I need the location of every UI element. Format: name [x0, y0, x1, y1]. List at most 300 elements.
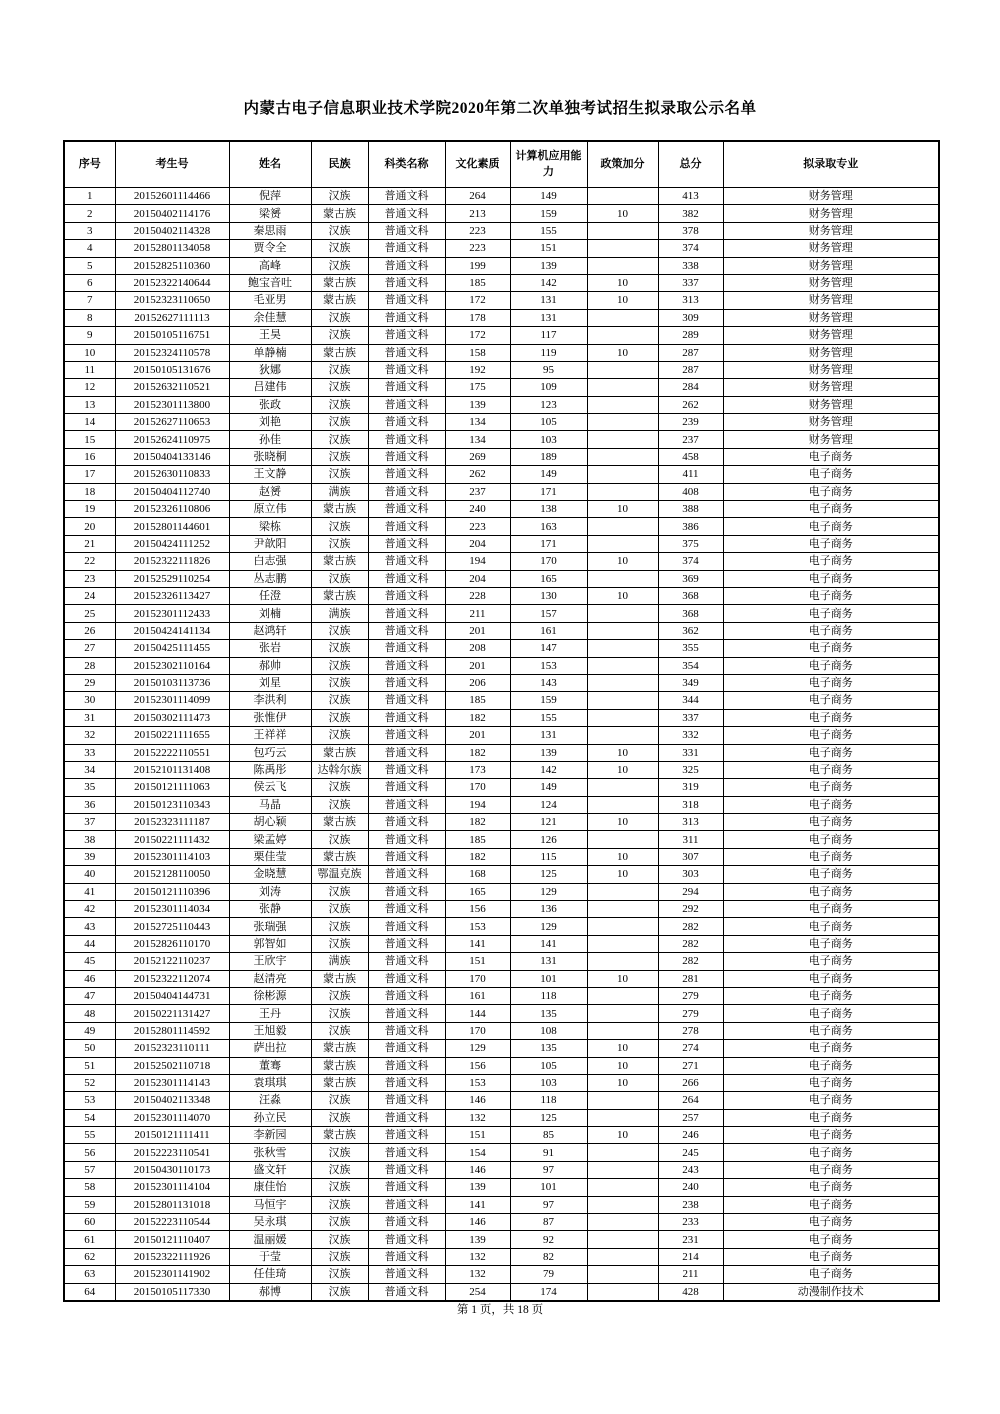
cell-candidate-number: 20152301112433	[115, 605, 229, 622]
cell-candidate-number: 20150302111473	[115, 709, 229, 726]
cell-serial: 23	[64, 570, 115, 587]
cell-category: 普通文科	[368, 831, 445, 848]
cell-major: 电子商务	[723, 570, 939, 587]
table-row	[64, 1144, 939, 1161]
cell-candidate-number: 20152323111187	[115, 814, 229, 831]
cell-major: 电子商务	[723, 483, 939, 500]
cell-candidate-number: 20152627111113	[115, 309, 229, 326]
cell-ethnicity: 汉族	[311, 518, 368, 535]
cell-culture-score: 264	[445, 188, 510, 205]
cell-total-score: 311	[658, 831, 723, 848]
cell-culture-score: 158	[445, 344, 510, 361]
table-row	[64, 483, 939, 500]
cell-name: 李新园	[229, 1127, 311, 1144]
cell-major: 电子商务	[723, 448, 939, 465]
cell-ethnicity: 汉族	[311, 448, 368, 465]
cell-category: 普通文科	[368, 553, 445, 570]
cell-serial: 61	[64, 1231, 115, 1248]
cell-policy-bonus	[587, 727, 658, 744]
cell-candidate-number: 20150404112740	[115, 483, 229, 500]
cell-ethnicity: 汉族	[311, 1005, 368, 1022]
cell-category: 普通文科	[368, 205, 445, 222]
cell-candidate-number: 20152801144601	[115, 518, 229, 535]
cell-name: 侯云飞	[229, 779, 311, 796]
cell-candidate-number: 20150123110343	[115, 796, 229, 813]
cell-total-score: 411	[658, 466, 723, 483]
cell-culture-score: 146	[445, 1092, 510, 1109]
table-row	[64, 1179, 939, 1196]
cell-name: 梁孟婷	[229, 831, 311, 848]
cell-policy-bonus: 10	[587, 848, 658, 865]
cell-candidate-number: 20152301113800	[115, 396, 229, 413]
cell-category: 普通文科	[368, 188, 445, 205]
cell-major: 电子商务	[723, 674, 939, 691]
cell-computer-score: 149	[510, 466, 587, 483]
table-row	[64, 657, 939, 674]
cell-major: 电子商务	[723, 1074, 939, 1091]
cell-ethnicity: 蒙古族	[311, 1074, 368, 1091]
cell-category: 普通文科	[368, 535, 445, 552]
table-row	[64, 953, 939, 970]
cell-candidate-number: 20152322112074	[115, 970, 229, 987]
table-row	[64, 935, 939, 952]
table-row	[64, 779, 939, 796]
cell-total-score: 386	[658, 518, 723, 535]
cell-serial: 5	[64, 257, 115, 274]
cell-candidate-number: 20152301114104	[115, 1179, 229, 1196]
cell-ethnicity: 汉族	[311, 918, 368, 935]
cell-category: 普通文科	[368, 1161, 445, 1178]
cell-candidate-number: 20152826110170	[115, 935, 229, 952]
cell-policy-bonus	[587, 657, 658, 674]
cell-serial: 45	[64, 953, 115, 970]
cell-culture-score: 168	[445, 866, 510, 883]
cell-policy-bonus	[587, 709, 658, 726]
cell-total-score: 368	[658, 587, 723, 604]
table-header	[64, 141, 939, 188]
cell-total-score: 266	[658, 1074, 723, 1091]
cell-name: 单静楠	[229, 344, 311, 361]
cell-computer-score: 118	[510, 987, 587, 1004]
cell-total-score: 354	[658, 657, 723, 674]
cell-serial: 52	[64, 1074, 115, 1091]
cell-serial: 4	[64, 240, 115, 257]
cell-candidate-number: 20152801131018	[115, 1196, 229, 1213]
cell-candidate-number: 20150105117330	[115, 1283, 229, 1301]
cell-serial: 28	[64, 657, 115, 674]
cell-serial: 18	[64, 483, 115, 500]
cell-ethnicity: 汉族	[311, 987, 368, 1004]
table-row	[64, 866, 939, 883]
cell-computer-score: 136	[510, 901, 587, 918]
cell-policy-bonus: 10	[587, 1127, 658, 1144]
cell-policy-bonus	[587, 483, 658, 500]
cell-policy-bonus	[587, 1005, 658, 1022]
cell-policy-bonus	[587, 605, 658, 622]
cell-ethnicity: 汉族	[311, 188, 368, 205]
cell-computer-score: 151	[510, 240, 587, 257]
cell-major: 电子商务	[723, 987, 939, 1004]
table-row	[64, 205, 939, 222]
cell-category: 普通文科	[368, 257, 445, 274]
cell-serial: 49	[64, 1022, 115, 1039]
cell-name: 袁琪琪	[229, 1074, 311, 1091]
cell-candidate-number: 20152302110164	[115, 657, 229, 674]
table-row	[64, 535, 939, 552]
cell-serial: 26	[64, 622, 115, 639]
cell-culture-score: 172	[445, 292, 510, 309]
cell-ethnicity: 汉族	[311, 570, 368, 587]
cell-major: 动漫制作技术	[723, 1283, 939, 1301]
cell-culture-score: 223	[445, 240, 510, 257]
cell-major: 电子商务	[723, 1092, 939, 1109]
cell-name: 王昊	[229, 327, 311, 344]
cell-candidate-number: 20150425111455	[115, 640, 229, 657]
cell-total-score: 388	[658, 501, 723, 518]
cell-serial: 13	[64, 396, 115, 413]
cell-name: 秦思雨	[229, 222, 311, 239]
cell-policy-bonus: 10	[587, 814, 658, 831]
cell-category: 普通文科	[368, 327, 445, 344]
cell-name: 孙佳	[229, 431, 311, 448]
cell-name: 余佳慧	[229, 309, 311, 326]
cell-name: 金晓慧	[229, 866, 311, 883]
cell-major: 电子商务	[723, 1196, 939, 1213]
cell-major: 财务管理	[723, 257, 939, 274]
cell-serial: 21	[64, 535, 115, 552]
cell-major: 电子商务	[723, 1057, 939, 1074]
cell-major: 财务管理	[723, 240, 939, 257]
cell-candidate-number: 20150424141134	[115, 622, 229, 639]
cell-candidate-number: 20152323110650	[115, 292, 229, 309]
cell-computer-score: 105	[510, 1057, 587, 1074]
cell-total-score: 239	[658, 414, 723, 431]
table-row	[64, 640, 939, 657]
cell-category: 普通文科	[368, 414, 445, 431]
cell-total-score: 292	[658, 901, 723, 918]
cell-computer-score: 95	[510, 361, 587, 378]
cell-candidate-number: 20150121111063	[115, 779, 229, 796]
table-row	[64, 744, 939, 761]
cell-culture-score: 201	[445, 657, 510, 674]
cell-total-score: 233	[658, 1214, 723, 1231]
cell-computer-score: 153	[510, 657, 587, 674]
table-row	[64, 1196, 939, 1213]
cell-candidate-number: 20150404144731	[115, 987, 229, 1004]
cell-category: 普通文科	[368, 344, 445, 361]
cell-computer-score: 121	[510, 814, 587, 831]
cell-computer-score: 163	[510, 518, 587, 535]
cell-category: 普通文科	[368, 674, 445, 691]
cell-policy-bonus	[587, 431, 658, 448]
cell-policy-bonus	[587, 1179, 658, 1196]
cell-computer-score: 92	[510, 1231, 587, 1248]
cell-serial: 64	[64, 1283, 115, 1301]
cell-computer-score: 79	[510, 1266, 587, 1283]
cell-total-score: 325	[658, 761, 723, 778]
table-row	[64, 448, 939, 465]
cell-major: 财务管理	[723, 379, 939, 396]
cell-major: 电子商务	[723, 1266, 939, 1283]
cell-culture-score: 175	[445, 379, 510, 396]
cell-total-score: 337	[658, 274, 723, 291]
cell-name: 李洪利	[229, 692, 311, 709]
cell-category: 普通文科	[368, 570, 445, 587]
cell-candidate-number: 20150430110173	[115, 1161, 229, 1178]
cell-policy-bonus	[587, 448, 658, 465]
cell-ethnicity: 汉族	[311, 1022, 368, 1039]
cell-category: 普通文科	[368, 292, 445, 309]
cell-major: 电子商务	[723, 848, 939, 865]
cell-computer-score: 189	[510, 448, 587, 465]
cell-category: 普通文科	[368, 640, 445, 657]
cell-category: 普通文科	[368, 987, 445, 1004]
header-policy-bonus: 政策加分	[587, 141, 658, 188]
cell-policy-bonus	[587, 918, 658, 935]
cell-candidate-number: 20152725110443	[115, 918, 229, 935]
cell-candidate-number: 20152222110551	[115, 744, 229, 761]
cell-category: 普通文科	[368, 361, 445, 378]
cell-total-score: 274	[658, 1040, 723, 1057]
cell-total-score: 428	[658, 1283, 723, 1301]
cell-serial: 6	[64, 274, 115, 291]
cell-serial: 54	[64, 1109, 115, 1126]
cell-name: 盛文轩	[229, 1161, 311, 1178]
cell-policy-bonus	[587, 901, 658, 918]
cell-total-score: 289	[658, 327, 723, 344]
cell-candidate-number: 20152825110360	[115, 257, 229, 274]
cell-policy-bonus	[587, 779, 658, 796]
cell-computer-score: 105	[510, 414, 587, 431]
cell-total-score: 413	[658, 188, 723, 205]
table-row	[64, 222, 939, 239]
cell-computer-score: 155	[510, 222, 587, 239]
cell-culture-score: 228	[445, 587, 510, 604]
cell-culture-score: 237	[445, 483, 510, 500]
cell-serial: 40	[64, 866, 115, 883]
table-row	[64, 240, 939, 257]
cell-major: 电子商务	[723, 1248, 939, 1265]
cell-serial: 22	[64, 553, 115, 570]
cell-serial: 35	[64, 779, 115, 796]
cell-culture-score: 185	[445, 274, 510, 291]
table-row	[64, 918, 939, 935]
header-name: 姓名	[229, 141, 311, 188]
cell-ethnicity: 汉族	[311, 1283, 368, 1301]
table-row	[64, 1283, 939, 1301]
cell-candidate-number: 20152223110544	[115, 1214, 229, 1231]
cell-ethnicity: 汉族	[311, 935, 368, 952]
table-row	[64, 292, 939, 309]
cell-ethnicity: 汉族	[311, 796, 368, 813]
table-row	[64, 848, 939, 865]
cell-category: 普通文科	[368, 1092, 445, 1109]
table-row	[64, 274, 939, 291]
table-row	[64, 414, 939, 431]
header-candidate-number: 考生号	[115, 141, 229, 188]
cell-culture-score: 161	[445, 987, 510, 1004]
cell-computer-score: 142	[510, 274, 587, 291]
cell-ethnicity: 蒙古族	[311, 848, 368, 865]
cell-policy-bonus: 10	[587, 274, 658, 291]
cell-serial: 24	[64, 587, 115, 604]
table-row	[64, 257, 939, 274]
cell-culture-score: 132	[445, 1109, 510, 1126]
cell-total-score: 382	[658, 205, 723, 222]
cell-candidate-number: 20152101131408	[115, 761, 229, 778]
cell-candidate-number: 20152122110237	[115, 953, 229, 970]
table-row	[64, 431, 939, 448]
cell-policy-bonus: 10	[587, 1074, 658, 1091]
cell-culture-score: 204	[445, 570, 510, 587]
cell-total-score: 313	[658, 292, 723, 309]
cell-total-score: 238	[658, 1196, 723, 1213]
cell-total-score: 368	[658, 605, 723, 622]
cell-major: 电子商务	[723, 622, 939, 639]
table-row	[64, 883, 939, 900]
cell-ethnicity: 蒙古族	[311, 205, 368, 222]
cell-culture-score: 182	[445, 709, 510, 726]
cell-ethnicity: 汉族	[311, 414, 368, 431]
header-category: 科类名称	[368, 141, 445, 188]
cell-serial: 1	[64, 188, 115, 205]
cell-name: 白志强	[229, 553, 311, 570]
cell-major: 财务管理	[723, 396, 939, 413]
cell-name: 温丽媛	[229, 1231, 311, 1248]
cell-major: 电子商务	[723, 657, 939, 674]
cell-computer-score: 149	[510, 779, 587, 796]
cell-major: 财务管理	[723, 344, 939, 361]
cell-ethnicity: 汉族	[311, 1248, 368, 1265]
cell-serial: 25	[64, 605, 115, 622]
cell-computer-score: 170	[510, 553, 587, 570]
cell-ethnicity: 汉族	[311, 396, 368, 413]
cell-candidate-number: 20150103113736	[115, 674, 229, 691]
cell-serial: 63	[64, 1266, 115, 1283]
table-row	[64, 553, 939, 570]
cell-category: 普通文科	[368, 883, 445, 900]
cell-major: 财务管理	[723, 205, 939, 222]
cell-computer-score: 142	[510, 761, 587, 778]
cell-policy-bonus	[587, 1248, 658, 1265]
cell-major: 电子商务	[723, 1144, 939, 1161]
table-row	[64, 1231, 939, 1248]
table-header-row	[64, 141, 939, 188]
cell-culture-score: 132	[445, 1266, 510, 1283]
cell-name: 马恒宇	[229, 1196, 311, 1213]
cell-culture-score: 154	[445, 1144, 510, 1161]
header-ethnicity: 民族	[311, 141, 368, 188]
cell-candidate-number: 20152323110111	[115, 1040, 229, 1057]
cell-total-score: 214	[658, 1248, 723, 1265]
cell-serial: 11	[64, 361, 115, 378]
cell-candidate-number: 20152502110718	[115, 1057, 229, 1074]
cell-total-score: 287	[658, 344, 723, 361]
cell-policy-bonus	[587, 222, 658, 239]
cell-serial: 27	[64, 640, 115, 657]
cell-culture-score: 165	[445, 883, 510, 900]
cell-name: 王文静	[229, 466, 311, 483]
cell-category: 普通文科	[368, 1109, 445, 1126]
cell-culture-score: 170	[445, 1022, 510, 1039]
cell-ethnicity: 汉族	[311, 535, 368, 552]
cell-computer-score: 97	[510, 1196, 587, 1213]
cell-culture-score: 153	[445, 1074, 510, 1091]
cell-culture-score: 182	[445, 814, 510, 831]
cell-category: 普通文科	[368, 1179, 445, 1196]
cell-total-score: 374	[658, 553, 723, 570]
cell-name: 吕建伟	[229, 379, 311, 396]
cell-computer-score: 123	[510, 396, 587, 413]
cell-policy-bonus: 10	[587, 970, 658, 987]
cell-candidate-number: 20150221111655	[115, 727, 229, 744]
cell-category: 普通文科	[368, 727, 445, 744]
cell-policy-bonus: 10	[587, 205, 658, 222]
header-total-score: 总分	[658, 141, 723, 188]
cell-computer-score: 118	[510, 1092, 587, 1109]
cell-culture-score: 151	[445, 1127, 510, 1144]
cell-computer-score: 161	[510, 622, 587, 639]
cell-ethnicity: 汉族	[311, 1109, 368, 1126]
cell-major: 电子商务	[723, 501, 939, 518]
cell-culture-score: 194	[445, 796, 510, 813]
table-row	[64, 396, 939, 413]
cell-major: 财务管理	[723, 361, 939, 378]
cell-category: 普通文科	[368, 1231, 445, 1248]
cell-candidate-number: 20152632110521	[115, 379, 229, 396]
cell-total-score: 408	[658, 483, 723, 500]
cell-total-score: 262	[658, 396, 723, 413]
cell-major: 电子商务	[723, 535, 939, 552]
cell-policy-bonus	[587, 414, 658, 431]
cell-category: 普通文科	[368, 953, 445, 970]
cell-name: 康佳怡	[229, 1179, 311, 1196]
cell-candidate-number: 20152801114592	[115, 1022, 229, 1039]
cell-category: 普通文科	[368, 240, 445, 257]
cell-serial: 51	[64, 1057, 115, 1074]
page-number: 第 1 页，共 18 页	[456, 1304, 544, 1316]
cell-serial: 16	[64, 448, 115, 465]
table-row	[64, 901, 939, 918]
cell-ethnicity: 汉族	[311, 431, 368, 448]
cell-candidate-number: 20152301114034	[115, 901, 229, 918]
cell-culture-score: 213	[445, 205, 510, 222]
cell-major: 电子商务	[723, 831, 939, 848]
table-row	[64, 518, 939, 535]
cell-serial: 41	[64, 883, 115, 900]
cell-name: 赵清亮	[229, 970, 311, 987]
table-row	[64, 1022, 939, 1039]
cell-category: 普通文科	[368, 483, 445, 500]
cell-culture-score: 153	[445, 918, 510, 935]
cell-name: 陈禹彤	[229, 761, 311, 778]
cell-computer-score: 87	[510, 1214, 587, 1231]
cell-serial: 39	[64, 848, 115, 865]
cell-total-score: 318	[658, 796, 723, 813]
cell-major: 电子商务	[723, 518, 939, 535]
cell-candidate-number: 20152529110254	[115, 570, 229, 587]
cell-category: 普通文科	[368, 709, 445, 726]
cell-computer-score: 125	[510, 866, 587, 883]
cell-computer-score: 171	[510, 535, 587, 552]
cell-major: 电子商务	[723, 796, 939, 813]
cell-serial: 32	[64, 727, 115, 744]
header-computer-score: 计算机应用能力	[510, 141, 587, 188]
cell-candidate-number: 20150404133146	[115, 448, 229, 465]
cell-category: 普通文科	[368, 744, 445, 761]
cell-name: 狄娜	[229, 361, 311, 378]
cell-culture-score: 129	[445, 1040, 510, 1057]
